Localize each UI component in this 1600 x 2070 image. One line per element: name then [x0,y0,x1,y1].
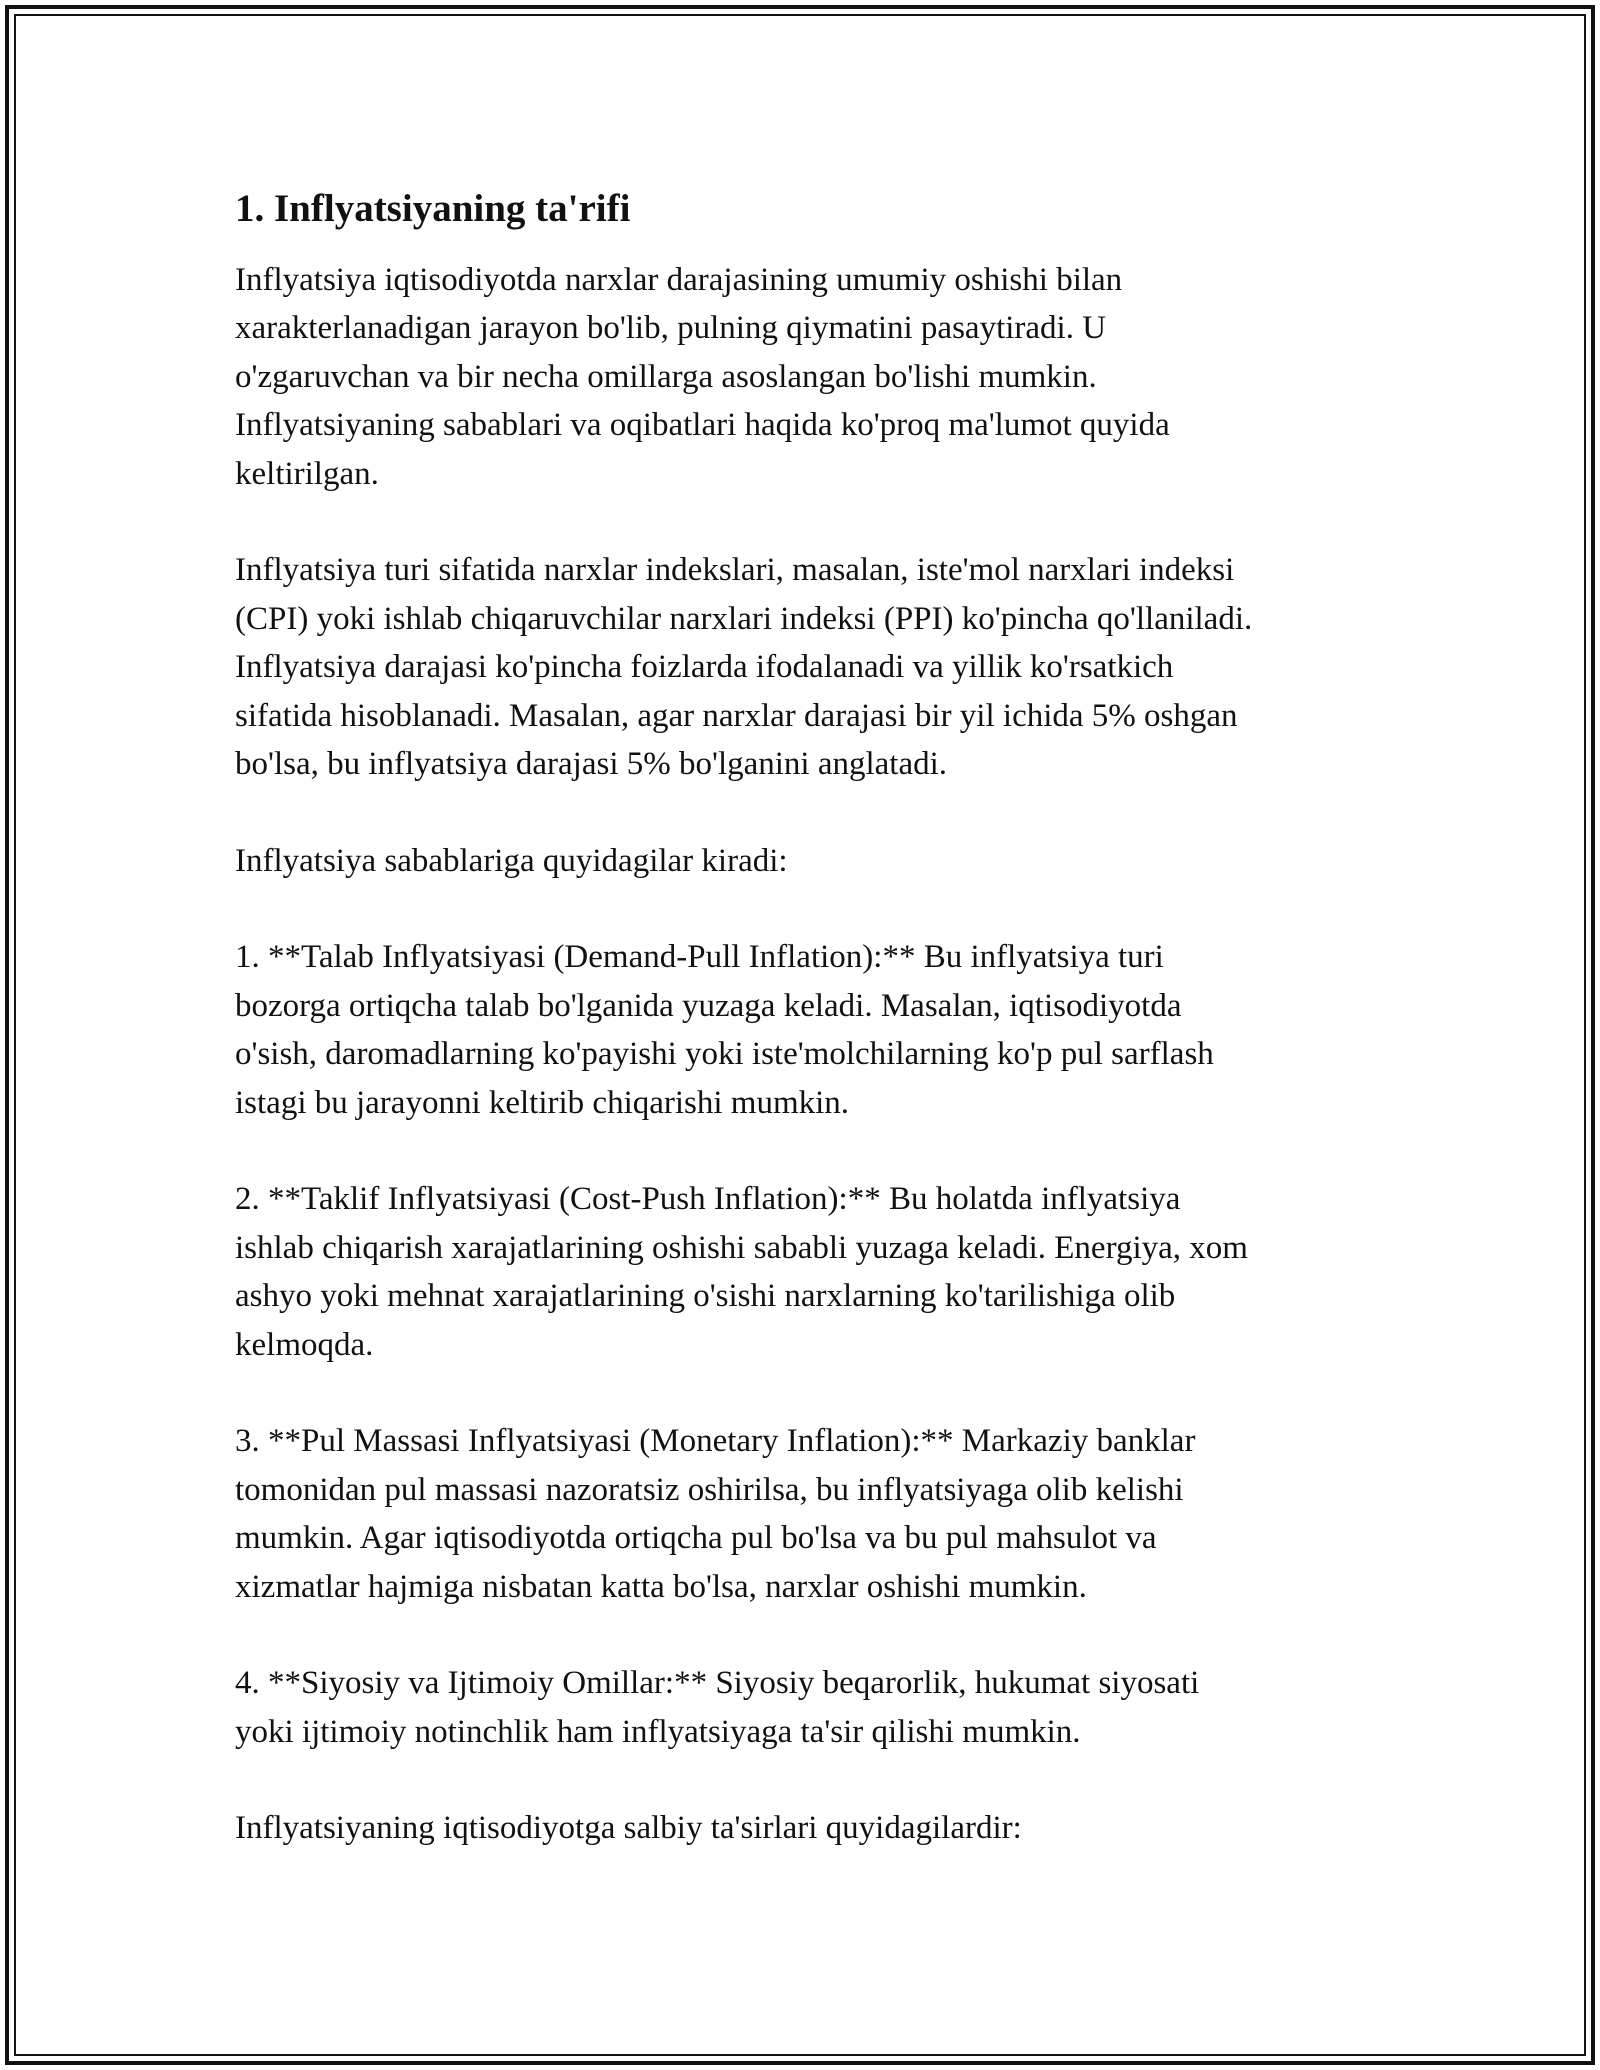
paragraph-causes-intro: Inflyatsiya sabablariga quyidagilar kiradi: [235,842,788,879]
section-heading: 1. Inflyatsiyaning ta'rifi [235,187,631,230]
paragraph-negative-effects-intro: Inflyatsiyaning iqtisodiyotga salbiy ta'sirlari quyidagilardir: [235,1810,1022,1847]
paragraph-price-indexes: Inflyatsiya turi sifatida narxlar indekslari, masalan, iste'mol narxlari indeksi (CPI) yoki ishlab chiqaruvchilar narxlari indeksi (PPI) ko'pincha qo'llaniladi. Inflyatsiya darajasi ko'pincha foizlarda ifodalanadi va yillik ko'rsatkich sifatida hisoblanadi. Masalan, agar narxlar darajasi bir yil ichida 5% oshgan bo'lsa, bu inflyatsiya darajasi 5% bo'lganini anglatadi. [235,552,1253,783]
paragraph-definition: Inflyatsiya iqtisodiyotda narxlar darajasining umumiy oshishi bilan xarakterlanadigan jarayon bo'lib, pulning qiymatini pasaytiradi. U o'zgaruvchan va bir necha omillarga asoslangan bo'lishi mumkin. Inflyatsiyaning sabablari va oqibatlari haqida ko'proq ma'lumot quyida keltirilgan. [235,261,1170,492]
paragraph-political-social: 4. **Siyosiy va Ijtimoiy Omillar:** Siyosiy beqarorlik, hukumat siyosati yoki ijtimoiy notinchlik ham inflyatsiyaga ta'sir qilishi mumkin. [235,1665,1200,1750]
paragraph-cost-push: 2. **Taklif Inflyatsiyasi (Cost-Push Inflation):** Bu holatda inflyatsiya ishlab chiqarish xarajatlarining oshishi sababli yuzaga keladi. Energiya, xom ashyo yoki mehnat xarajatlarining o'sishi narxlarning ko'tarilishiga olib kelmoqda. [235,1181,1248,1363]
paragraph-monetary: 3. **Pul Massasi Inflyatsiyasi (Monetary Inflation):** Markaziy banklar tomonidan pul massasi nazoratsiz oshirilsa, bu inflyatsiyaga olib kelishi mumkin. Agar iqtisodiyotda ortiqcha pul bo'lsa va bu pul mahsulot va xizmatlar hajmiga nisbatan katta bo'lsa, narxlar oshishi mumkin. [235,1423,1196,1605]
document-body [235,185,1375,1901]
paragraph-demand-pull: 1. **Talab Inflyatsiyasi (Demand-Pull Inflation):** Bu inflyatsiya turi bozorga ortiqcha talab bo'lganida yuzaga keladi. Masalan, iqtisodiyotda o'sish, daromadlarning ko'payishi yoki iste'molchilarning ko'p pul sarflash istagi bu jarayonni keltirib chiqarishi mumkin. [235,939,1214,1121]
